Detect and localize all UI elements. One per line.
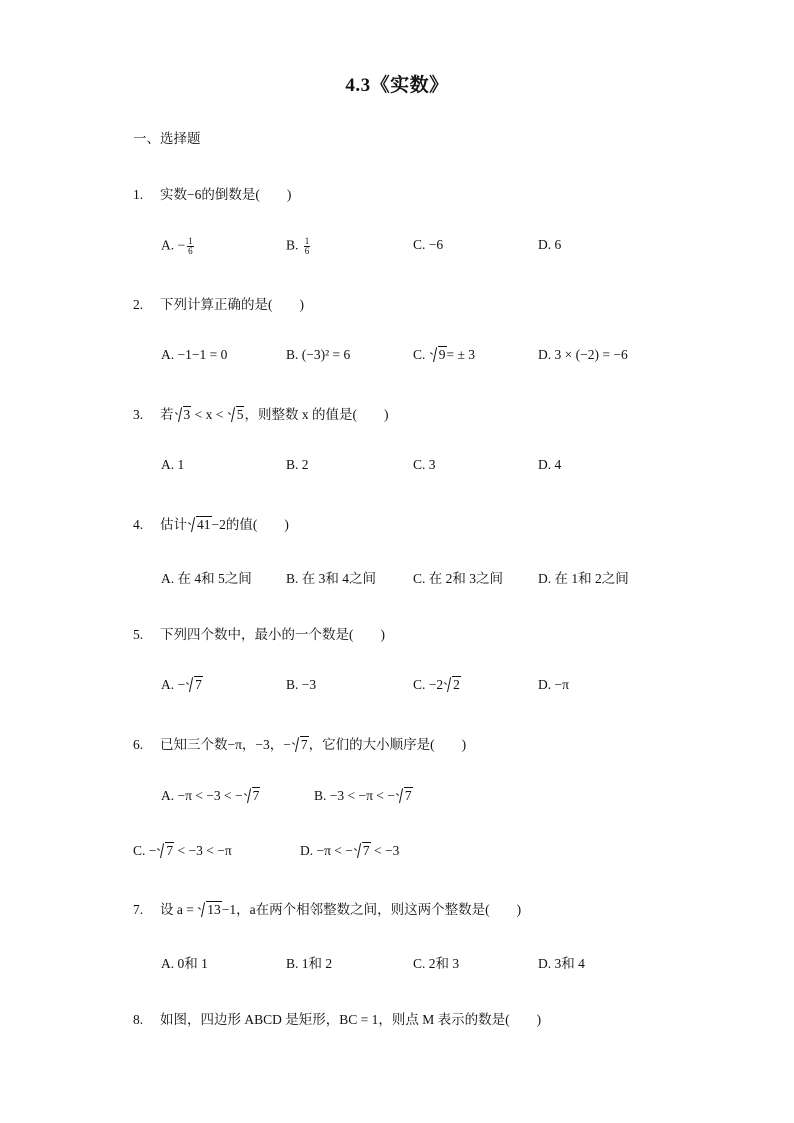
- question-number: 5.: [133, 627, 144, 642]
- option-a: A. − 7: [161, 677, 202, 692]
- question-number: 4.: [133, 517, 144, 532]
- question-number: 6.: [133, 737, 144, 752]
- question-stem: 下列四个数中，最小的一个数是( ): [160, 627, 385, 642]
- question-3: [133, 403, 388, 423]
- option-d: D. 6: [538, 237, 562, 252]
- question-2: [133, 293, 304, 313]
- question-stem: 实数−6的倒数是( ): [160, 187, 292, 202]
- option-d: D. 4: [538, 457, 562, 472]
- option-a: A. 在 4和 5之间: [161, 571, 252, 586]
- option-a: A. −1−1 = 0: [161, 347, 228, 362]
- question-1: [133, 183, 291, 203]
- option-a: A. 1: [161, 457, 185, 472]
- option-c: C. 在 2和 3之间: [413, 571, 504, 586]
- question-number: 3.: [133, 407, 144, 422]
- question-number: 2.: [133, 297, 144, 312]
- option-a: A. −π < −3 < − 7: [161, 788, 260, 803]
- option-c: C. −6: [413, 237, 444, 252]
- option-c: C. −2 2: [413, 677, 460, 692]
- question-stem: 如图，四边形 ABCD 是矩形，BC = 1，则点 M 表示的数是( ): [160, 1012, 542, 1027]
- option-d: D. 3 × (−2) = −6: [538, 347, 628, 362]
- option-b: B. 2: [286, 457, 309, 472]
- question-number: 7.: [133, 902, 144, 917]
- question-number: 1.: [133, 187, 144, 202]
- option-d: D. 3和 4: [538, 956, 585, 971]
- option-b: B. $\frac{1}{6}$: [286, 236, 310, 256]
- question-stem: 若 3 < x < 5，则整数 x 的值是( ): [160, 407, 389, 422]
- option-b: B. (−3)² = 6: [286, 347, 351, 362]
- option-b: B. 在 3和 4之间: [286, 571, 377, 586]
- page-title: 4.3《实数》: [345, 75, 449, 96]
- option-c: C. 9= ± 3: [413, 347, 476, 362]
- option-c: C. 2和 3: [413, 956, 460, 971]
- question-7: [133, 898, 521, 918]
- option-d: D. 在 1和 2之间: [538, 571, 629, 586]
- question-8: [133, 1008, 541, 1028]
- option-c: C. 3: [413, 457, 436, 472]
- question-stem: 已知三个数−π，−3，− 7，它们的大小顺序是( ): [160, 737, 467, 752]
- option-b: B. 1和 2: [286, 956, 333, 971]
- option-d: D. −π: [538, 677, 569, 692]
- option-c: C. − 7 < −3 < −π: [133, 843, 232, 858]
- question-stem: 估计 41−2的值( ): [160, 517, 289, 532]
- question-number: 8.: [133, 1012, 144, 1027]
- question-4: [133, 513, 289, 533]
- option-b: B. −3 < −π < − 7: [314, 788, 412, 803]
- option-b: B. −3: [286, 677, 317, 692]
- question-6: [133, 733, 466, 753]
- option-d: D. −π < − 7 < −3: [300, 843, 400, 858]
- question-stem: 设 a = 13−1，a在两个相邻整数之间，则这两个整数是( ): [160, 902, 522, 917]
- question-stem: 下列计算正确的是( ): [160, 297, 304, 312]
- option-a: A. 0和 1: [161, 956, 208, 971]
- option-a: A. − $\frac{1}{6}$: [161, 236, 193, 256]
- section-heading: 一、选择题: [133, 131, 201, 146]
- question-5: [133, 623, 385, 643]
